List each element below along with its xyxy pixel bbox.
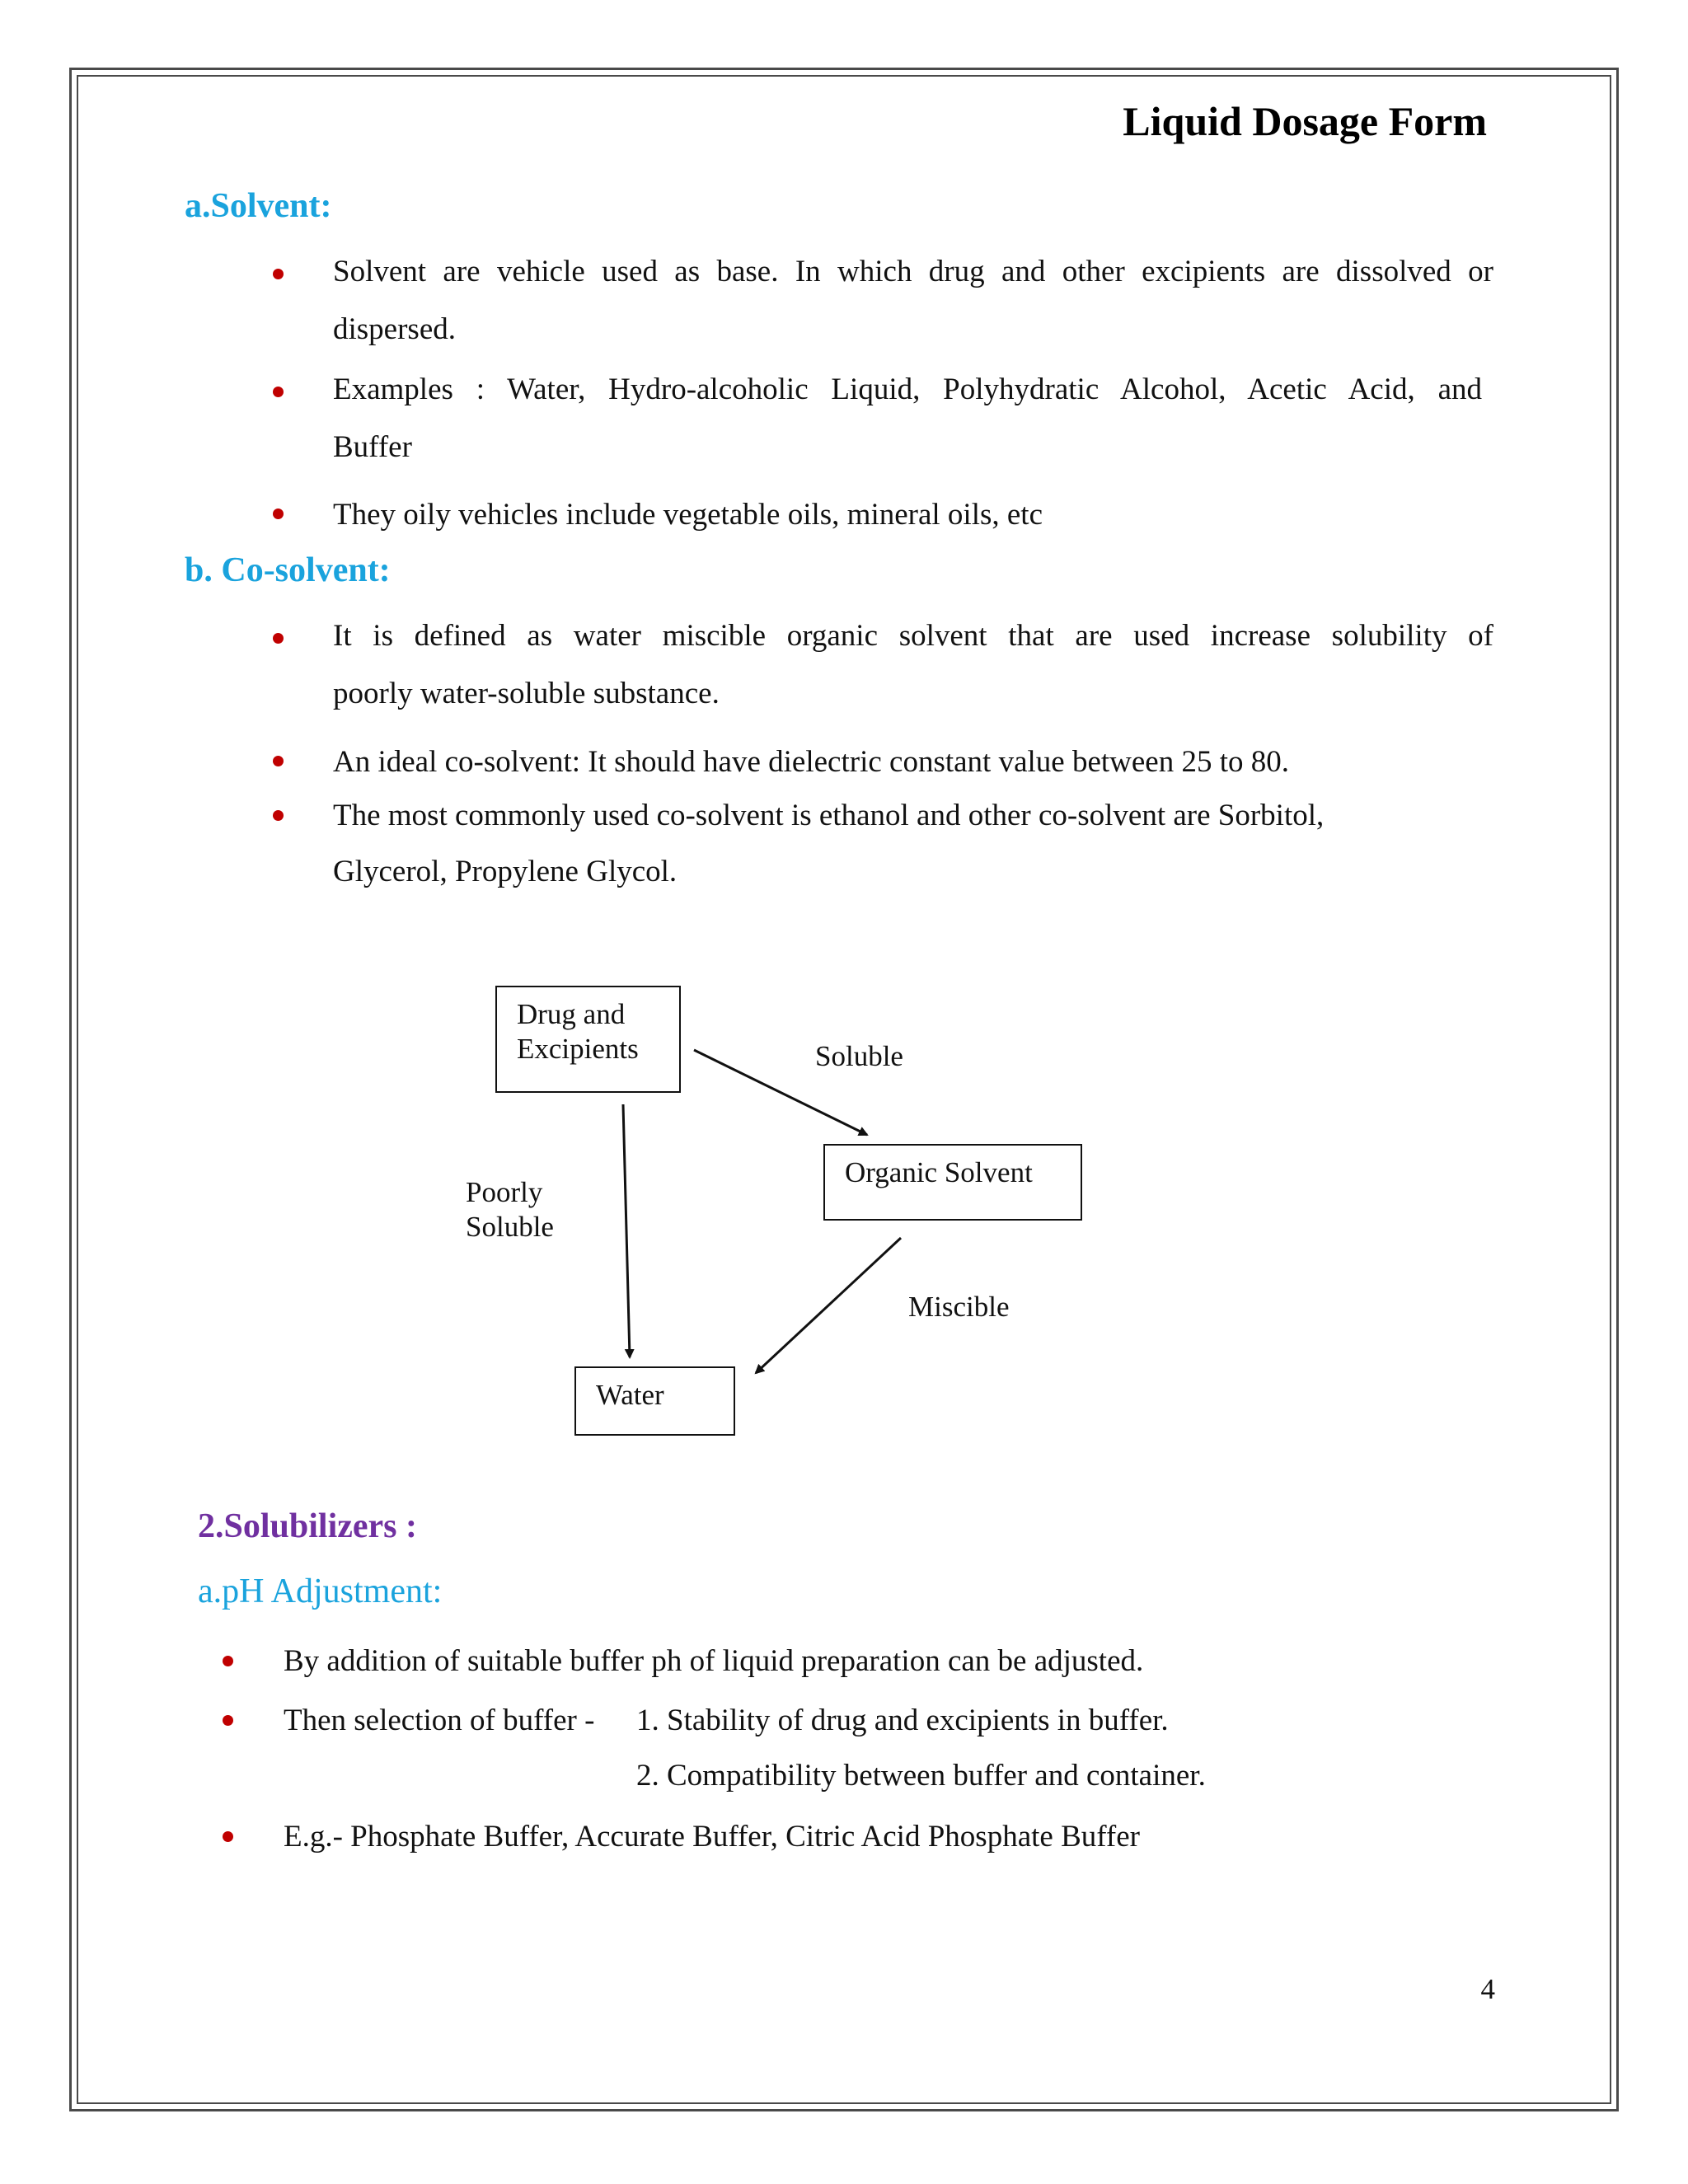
cosolvent-heading: b. Co-solvent: (185, 551, 391, 589)
solvent-bullet-3: They oily vehicles include vegetable oils, mineral oils, etc (333, 498, 1043, 532)
ph-bullet-3: E.g.- Phosphate Buffer, Accurate Buffer, Citric Acid Phosphate Buffer (284, 1820, 1140, 1854)
ph-bullet-2-item-1: 1. Stability of drug and excipients in buffer. (636, 1704, 1169, 1737)
ph-bullet-2-prefix: Then selection of buffer - (284, 1704, 595, 1737)
bullet-icon (223, 1656, 233, 1666)
page-number: 4 (1480, 1973, 1495, 2005)
page-title: Liquid Dosage Form (1123, 98, 1487, 144)
arrow-miscible (756, 1238, 901, 1373)
solvent-bullet-2-line-2: Buffer (333, 430, 412, 464)
ph-bullet-2-item-2: 2. Compatibility between buffer and container. (636, 1759, 1206, 1793)
ph-bullet-1: By addition of suitable buffer ph of liquid preparation can be adjusted. (284, 1644, 1144, 1678)
box-drug-line-1: Drug and (517, 998, 626, 1030)
box-organic-label: Organic Solvent (845, 1156, 1033, 1188)
bullet-icon (223, 1715, 233, 1726)
solvent-heading: a.Solvent: (185, 187, 332, 225)
box-organic-solvent (823, 1144, 1082, 1221)
label-poorly-line-1: Poorly (466, 1176, 543, 1208)
label-poorly-line-2: Soluble (466, 1211, 554, 1243)
box-drug-excipients (495, 986, 681, 1093)
box-water (574, 1366, 735, 1436)
bullet-icon (223, 1831, 233, 1842)
solvent-bullet-2-line-1: Examples : Water, Hydro-alcoholic Liquid, Polyhydratic Alcohol, Acetic Acid, and (333, 373, 1482, 406)
cosolvent-bullet-1-line-2: poorly water-soluble substance. (333, 677, 720, 710)
box-drug-line-2: Excipients (517, 1033, 639, 1065)
solvent-bullet-1-line-2: dispersed. (333, 312, 456, 346)
solvent-bullet-1-line-1: Solvent are vehicle used as base. In which drug and other excipients are dissolved or (333, 255, 1493, 288)
cosolvent-bullet-3-line-2: Glycerol, Propylene Glycol. (333, 855, 678, 888)
cosolvent-bullet-2: An ideal co-solvent: It should have dielectric constant value between 25 to 80. (333, 745, 1290, 779)
cosolvent-bullet-1-line-1: It is defined as water miscible organic solvent that are used increase solubility of (333, 619, 1493, 653)
label-miscible: Miscible (908, 1291, 1010, 1323)
label-soluble: Soluble (815, 1040, 903, 1072)
solubilizers-heading: 2.Solubilizers : (198, 1507, 418, 1545)
cosolvent-bullet-3-line-1: The most commonly used co-solvent is ethanol and other co-solvent are Sorbitol, (333, 799, 1325, 832)
arrow-poorly-soluble (623, 1104, 630, 1357)
box-water-label: Water (596, 1379, 664, 1411)
ph-adjustment-heading: a.pH Adjustment: (198, 1572, 443, 1610)
